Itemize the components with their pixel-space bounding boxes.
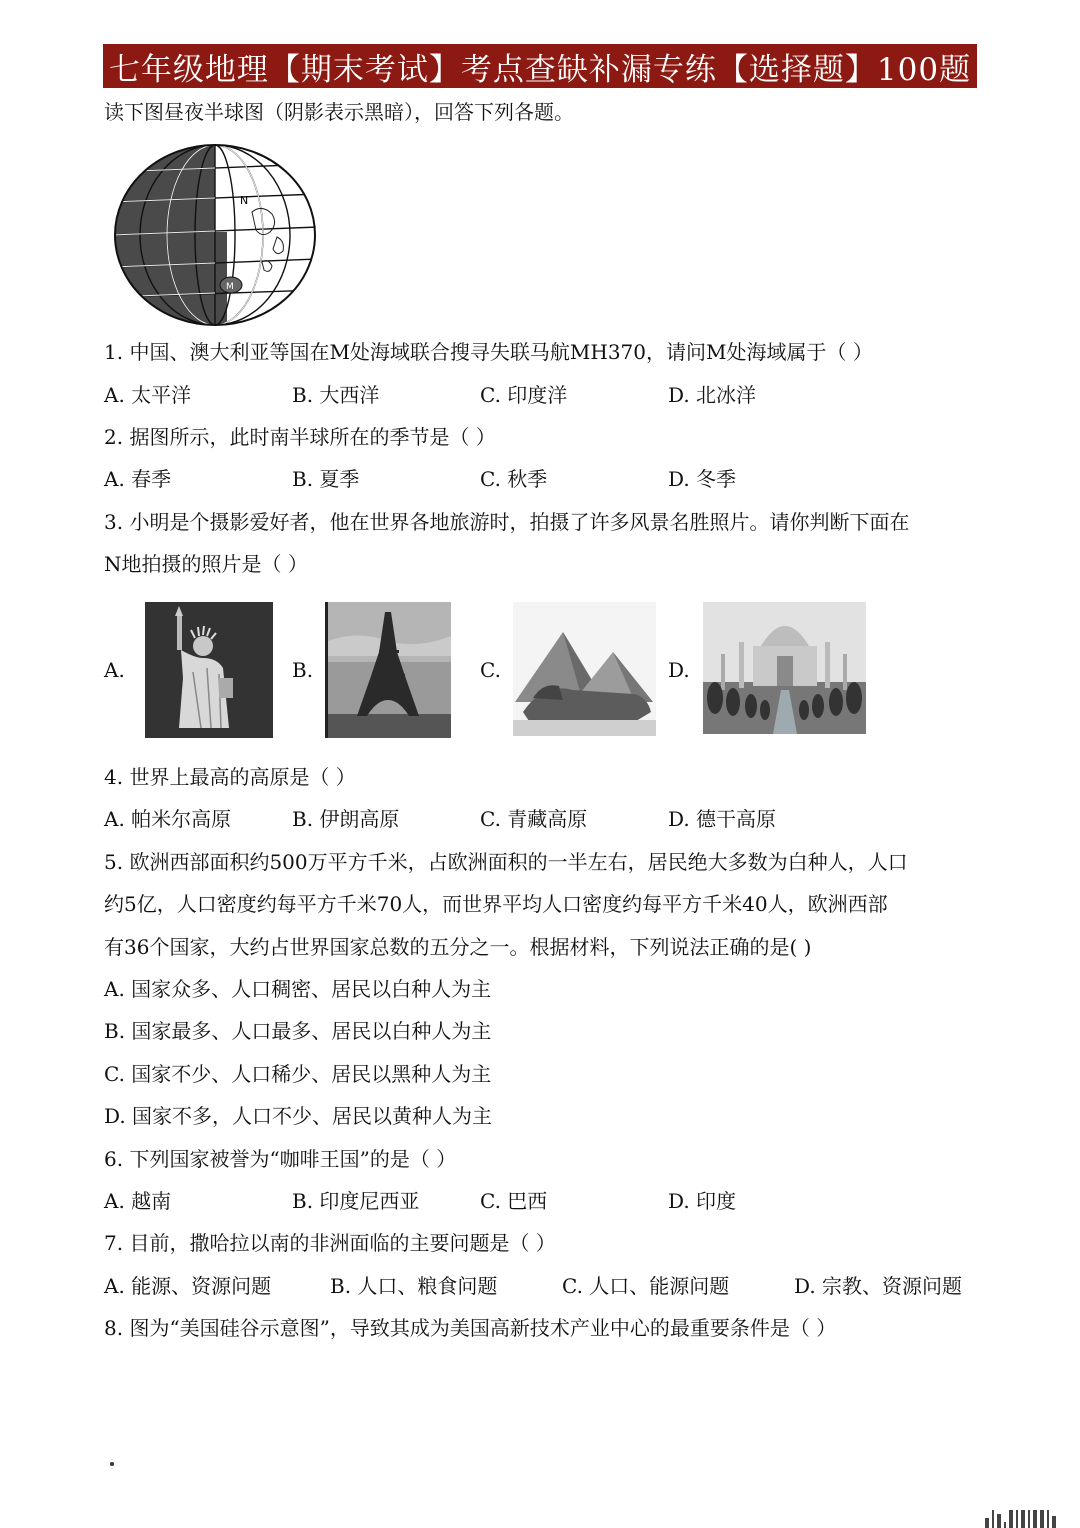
option-c: C. 青藏高原 — [480, 807, 588, 831]
eiffel-tower-photo — [325, 602, 451, 738]
option-c: C. 秋季 — [480, 467, 548, 491]
day-night-globe-figure — [112, 142, 318, 328]
question-1-options — [104, 381, 984, 409]
option-a: A. 春季 — [104, 467, 172, 491]
option-d: D. 印度 — [668, 1189, 737, 1213]
option-a: A. 能源、资源问题 — [104, 1274, 272, 1298]
photo-label-d: D. — [668, 658, 690, 682]
option-b: B. 夏季 — [292, 467, 360, 491]
option-c: C. 印度洋 — [480, 383, 568, 407]
option-b: B. 大西洋 — [292, 383, 380, 407]
photo-label-a: A. — [104, 658, 125, 682]
question-2-options — [104, 465, 984, 493]
option-a: A. 太平洋 — [104, 383, 192, 407]
question-5-option-c: C. 国家不少、人口稀少、居民以黑种人为主 — [104, 1062, 492, 1086]
question-5-option-a: A. 国家众多、人口稠密、居民以白种人为主 — [104, 977, 492, 1001]
footer-dot — [110, 1462, 114, 1466]
page-title: 七年级地理【期末考试】考点查缺补漏专练【选择题】100题 — [103, 44, 977, 88]
question-2: 2. 据图所示，此时南半球所在的季节是（ ） — [104, 425, 496, 449]
option-b: B. 印度尼西亚 — [292, 1189, 420, 1213]
option-a: A. 越南 — [104, 1189, 172, 1213]
pyramid-sphinx-photo — [513, 602, 656, 736]
question-6: 6. 下列国家被誉为“咖啡王国”的是（ ） — [104, 1147, 457, 1171]
option-c: C. 巴西 — [480, 1189, 548, 1213]
question-4-options — [104, 805, 984, 833]
footer-barcode — [985, 1502, 1056, 1528]
question-5-option-d: D. 国家不多，人口不少、居民以黄种人为主 — [104, 1104, 493, 1128]
question-5-line-1: 5. 欧洲西部面积约500万平方千米，占欧洲面积的一半左右，居民绝大多数为白种人，人口 — [104, 850, 908, 874]
intro-text: 读下图昼夜半球图（阴影表示黑暗），回答下列各题。 — [104, 100, 574, 124]
question-5-option-b: B. 国家最多、人口最多、居民以白种人为主 — [104, 1019, 492, 1043]
question-7: 7. 目前，撒哈拉以南的非洲面临的主要问题是（ ） — [104, 1231, 556, 1255]
question-5-line-2: 约5亿，人口密度约每平方千米70人，而世界平均人口密度约每平方千米40人，欧洲西部 — [104, 892, 888, 916]
option-b: B. 伊朗高原 — [292, 807, 400, 831]
option-c: C. 人口、能源问题 — [562, 1274, 730, 1298]
option-d: D. 德干高原 — [668, 807, 777, 831]
question-7-options — [104, 1272, 984, 1300]
question-1: 1. 中国、澳大利亚等国在M处海域联合搜寻失联马航MH370，请问M处海域属于（ ） — [104, 340, 873, 364]
photo-label-c: C. — [480, 658, 501, 682]
label-m: M — [226, 282, 234, 292]
statue-of-liberty-photo — [145, 602, 273, 738]
option-b: B. 人口、粮食问题 — [330, 1274, 498, 1298]
question-3-line-1: 3. 小明是个摄影爱好者，他在世界各地旅游时，拍摄了许多风景名胜照片。请你判断下面在 — [104, 510, 910, 534]
question-4: 4. 世界上最高的高原是（ ） — [104, 765, 356, 789]
label-n: N — [240, 194, 249, 207]
question-6-options — [104, 1187, 984, 1215]
option-a: A. 帕米尔高原 — [104, 807, 232, 831]
option-d: D. 北冰洋 — [668, 383, 757, 407]
question-8: 8. 图为“美国硅谷示意图”，导致其成为美国高新技术产业中心的最重要条件是（ ） — [104, 1316, 837, 1340]
question-5-line-3: 有36个国家，大约占世界国家总数的五分之一。根据材料，下列说法正确的是( ) — [104, 935, 812, 959]
photo-label-b: B. — [292, 658, 314, 682]
option-d: D. 冬季 — [668, 467, 737, 491]
question-3-line-2: N地拍摄的照片是（ ） — [104, 552, 308, 576]
taj-mahal-photo — [703, 602, 866, 734]
option-d: D. 宗教、资源问题 — [794, 1274, 963, 1298]
